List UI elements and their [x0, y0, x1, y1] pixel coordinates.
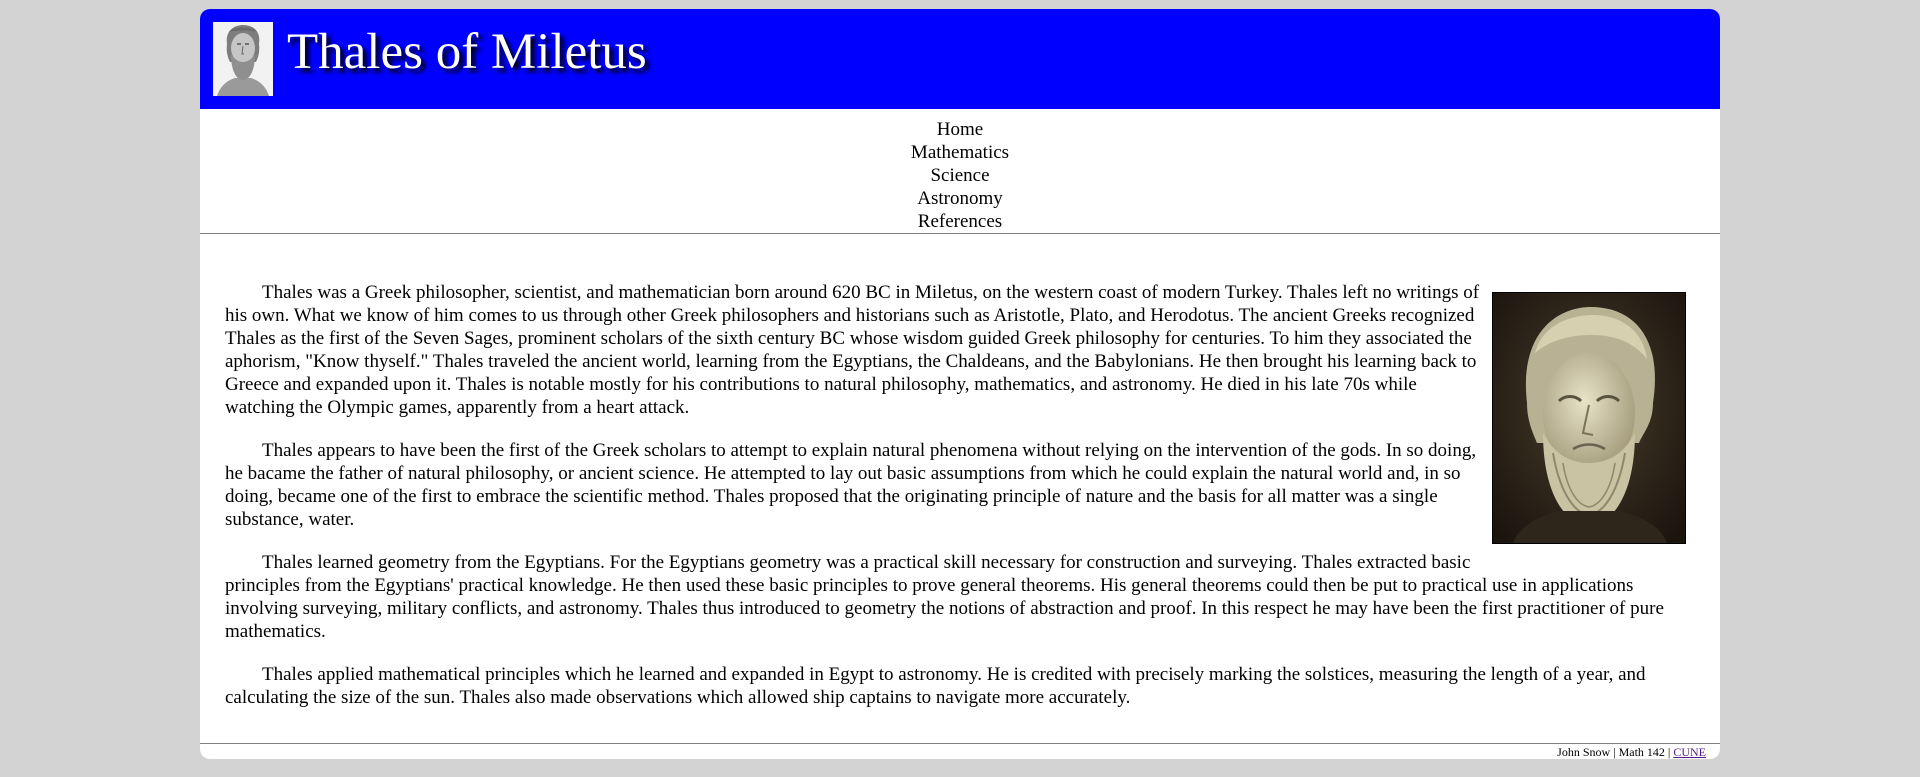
paragraph-natural-philosophy: Thales appears to have been the first of the Greek scholars to attempt to explain natural phenomena without relying on the intervention of the gods. In so doing, he bacame the father of natural philosophy, or ancient science. He attempted to lay out basic assumptions from which he could explain the natural world and, in so doing, became one of the first to embrace the scientific method. Thales proposed that the originating principle of nature and the basis for all matter was a single substance, water.	[225, 440, 1477, 530]
nav-link-home[interactable]: Home	[936, 119, 984, 140]
main-navigation	[200, 109, 1720, 234]
site-title: Thales of Miletus	[287, 24, 647, 80]
page-container	[200, 9, 1720, 759]
footer-separator: |	[1613, 745, 1616, 759]
nav-link-references[interactable]: References	[917, 211, 1003, 232]
site-header	[200, 9, 1720, 109]
nav-item-science	[200, 164, 1720, 187]
page-footer	[200, 743, 1720, 759]
nav-link-mathematics[interactable]: Mathematics	[910, 142, 1010, 163]
footer-author: John Snow	[1557, 745, 1611, 759]
nav-item-mathematics	[200, 141, 1720, 164]
thales-portrait-thumbnail	[213, 22, 273, 96]
thales-bust-icon	[1493, 293, 1685, 543]
nav-item-references	[200, 210, 1720, 233]
nav-item-home	[200, 118, 1720, 141]
nav-link-astronomy[interactable]: Astronomy	[917, 188, 1003, 209]
paragraph-astronomy: Thales applied mathematical principles which he learned and expanded in Egypt to astronomy. He is credited with precisely marking the solstices, measuring the length of a year, and calculating the size of the sun. Thales also made observations which allowed ship captains to navigate more accurately.	[225, 664, 1646, 708]
footer-text	[200, 745, 1720, 759]
paragraph-biography: Thales was a Greek philosopher, scientist, and mathematician born around 620 BC in Miletus, on the western coast of modern Turkey. Thales left no writings of his own. What we know of him comes to us through other Greek philosophers and historians such as Aristotle, Plato, and Herodotus. The ancient Greeks recognized Thales as the first of the Seven Sages, prominent scholars of the sixth century BC whose wisdom guided Greek philosophy for centuries. To him they associated the aphorism, "Know thyself." Thales traveled the ancient world, learning from the Egyptians, the Chaldeans, and the Babylonians. He then brought his learning back to Greece and expanded upon it. Thales is notable mostly for his contributions to natural philosophy, mathematics, and astronomy. He died in his late 70s while watching the Olympic games, apparently from a heart attack.	[225, 282, 1480, 418]
thales-bust-photo	[1492, 292, 1686, 544]
nav-link-science[interactable]: Science	[930, 165, 990, 186]
footer-separator: |	[1667, 745, 1671, 759]
paragraph-geometry: Thales learned geometry from the Egyptians. For the Egyptians geometry was a practical skill necessary for construction and surveying. Thales extracted basic principles from the Egyptians' practical knowledge. He then used these basic principles to prove general theorems. His general theorems could then be put to practical use in applications involving surveying, military conflicts, and astronomy. Thales thus introduced to geometry the notions of abstraction and proof. In this respect he may have been the first practitioner of pure mathematics.	[225, 552, 1664, 642]
footer-cune-link[interactable]: CUNE	[1673, 745, 1706, 759]
nav-item-astronomy	[200, 187, 1720, 210]
thales-bust-thumbnail-icon	[213, 22, 273, 96]
main-content	[225, 281, 1686, 729]
footer-course: Math 142	[1618, 745, 1665, 759]
nav-list	[200, 109, 1720, 233]
